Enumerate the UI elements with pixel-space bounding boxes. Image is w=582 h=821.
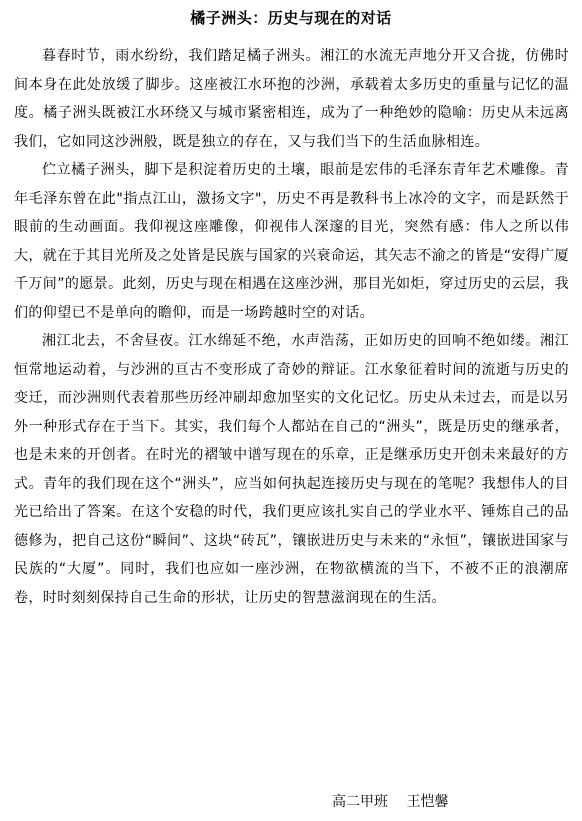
paragraph-3: 湘江北去，不舍昼夜。江水绵延不绝，水声浩荡，正如历史的回响不绝如缕。湘江恒常地运动着，与沙洲的亘古不变形成了奇妙的辩证。江水象征着时间的流逝与历史的变迁，而沙洲则代表着那些历经冲刷却愈加坚实的文化记忆。历史从未过去，而是以另外一种形式存在于当下。其实，我们每个人都站在自己的“洲头”，既是历史的继承者，也是未来的开创者。在时光的褶皱中谱写现在的乐章，正是继承历史开创未来最好的方式。青年的我们现在这个“洲头”，应当如何执起连接历史与现在的笔呢？我想伟人的目光已给出了答案。在这个安稳的时代，我们更应该扎实自己的学业水平、锤炼自己的品德修为，把自己这份“瞬间”、这块“砖瓦”，镶嵌进历史与未来的“永恒”，镶嵌进国家与民族的“大厦”。同时，我们也应如一座沙洲，在物欲横流的当下，不被不正的浪潮席卷，时时刻刻保持自己生命的形状，让历史的智慧滋润现在的生活。 [14,333,569,606]
essay-title: 橘子洲头：历史与现在的对话 [190,9,392,27]
signature [332,790,448,814]
author-class: 高二甲班 [332,794,388,810]
paragraph-1: 暮春时节，雨水纷纷，我们踏足橘子洲头。湘江的水流无声地分开又合拢，仿佛时间本身在此处放缓了脚步。这座被江水环抱的沙洲，承载着太多历史的重量与记忆的温度。橘子洲头既被江水环绕又与城市紧密相连，成为了一种绝妙的隐喻：历史从未远离我们，它如同这沙洲般，既是独立的存在，又与我们当下的生活血脉相连。 [14,48,569,150]
author-name: 王恺馨 [406,794,449,810]
essay-body [14,42,569,612]
paragraph-2: 伫立橘子洲头，脚下是积淀着历史的土壤，眼前是宏伟的毛泽东青年艺术雕像。青年毛泽东曾在此"指点江山，激扬文字"，历史不再是教科书上冰冷的文字，而是跃然于眼前的生动画面。我仰视这座雕像，仰视伟人深邃的目光，突然有感：伟人之所以伟大，就在于其目光所及之处皆是民族与国家的兴衰命运，其矢志不渝之的皆是“安得广厦千万间”的愿景。此刻，历史与现在相遇在这座沙洲，那目光如炬，穿过历史的云层，我们的仰望已不是单向的瞻仰，而是一场跨越时空的对话。 [14,162,569,321]
